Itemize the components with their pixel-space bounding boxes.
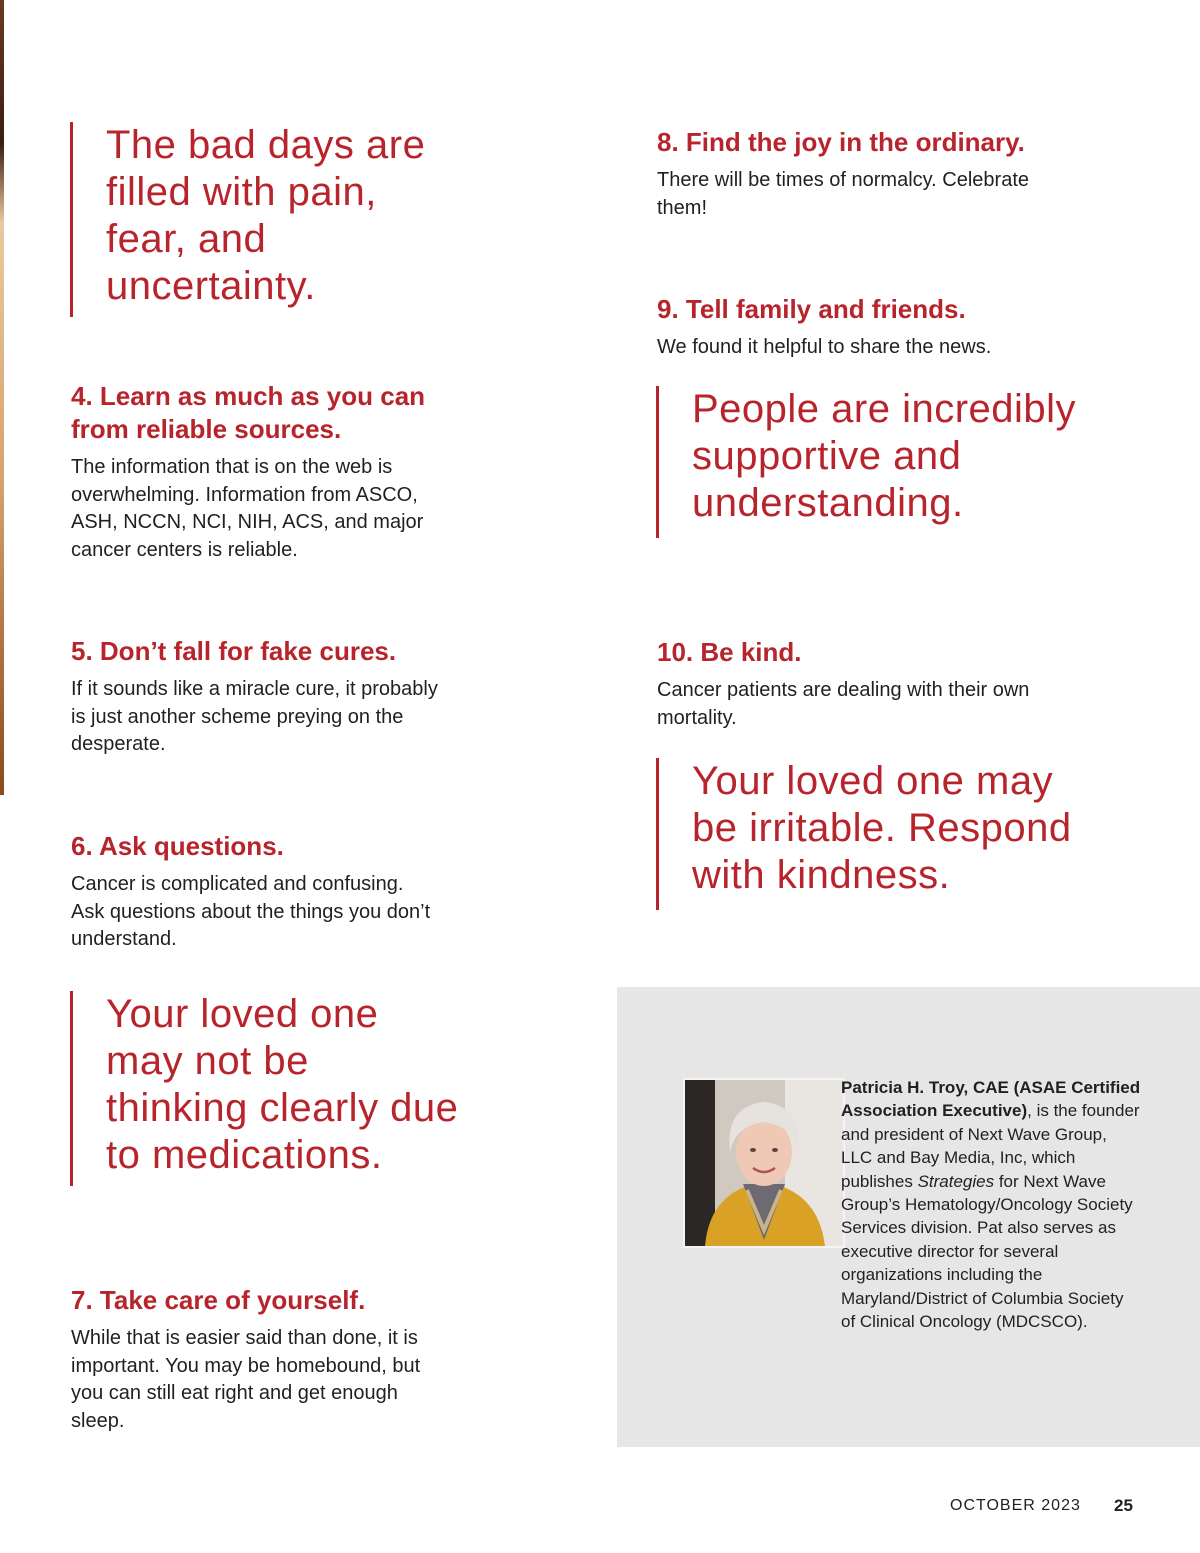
tip-10-title: 10. Be kind. bbox=[657, 637, 802, 667]
tip-7-body: While that is easier said than done, it is important. You may be homebound, but you can still eat right and get enough sleep. bbox=[71, 1327, 421, 1432]
author-bio-part-2: for Next Wave Group’s Hematology/Oncology Society Services division. Pat also serves as executive director for several organizations including the Maryland/District of Columbia Society of Clinical Oncology (MDCSCO). bbox=[841, 1171, 1133, 1332]
tip-5-body: If it sounds like a miracle cure, it probably is just another scheme preying on the desperate. bbox=[71, 678, 438, 755]
pull-quote-irritable: Your loved one may be irritable. Respond with kindness. bbox=[656, 758, 1072, 910]
tip-9 bbox=[657, 293, 1177, 362]
author-photo bbox=[683, 1078, 845, 1248]
author-name: Patricia H. Troy, CAE (ASAE Certified Association Executive) bbox=[841, 1078, 1141, 1121]
tip-6 bbox=[71, 830, 571, 954]
tip-9-body: We found it helpful to share the news. bbox=[657, 336, 992, 358]
pull-quote-supportive: People are incredibly supportive and understanding. bbox=[656, 386, 1076, 538]
publication-title: Strategies bbox=[917, 1171, 995, 1191]
tip-8 bbox=[657, 126, 1177, 222]
pull-quote-bad-days: The bad days are filled with pain, fear, and uncertainty. bbox=[70, 122, 425, 317]
author-portrait-image bbox=[685, 1080, 843, 1246]
tip-7-title: 7. Take care of yourself. bbox=[71, 1285, 366, 1315]
tip-6-body: Cancer is complicated and confusing. Ask questions about the things you don’t understand. bbox=[71, 873, 431, 950]
tip-10 bbox=[657, 636, 1177, 732]
tip-8-title: 8. Find the joy in the ordinary. bbox=[657, 127, 1025, 157]
author-bio-part-1: , is the founder and president of Next Wave Group, LLC and Bay Media, Inc, which publishes bbox=[841, 1101, 1140, 1191]
tip-9-title: 9. Tell family and friends. bbox=[657, 294, 966, 324]
tip-4-title: 4. Learn as much as you can from reliable sources. bbox=[71, 381, 426, 444]
tip-8-body: There will be times of normalcy. Celebrate them! bbox=[657, 169, 1029, 219]
tip-4-body: The information that is on the web is overwhelming. Information from ASCO, ASH, NCCN, NCI, NIH, ACS, and major cancer centers is reliable. bbox=[71, 456, 424, 561]
tip-5-title: 5. Don’t fall for fake cures. bbox=[71, 636, 397, 666]
page-edge-image-strip bbox=[0, 0, 4, 795]
pull-quote-medications: Your loved one may not be thinking clearly due to medications. bbox=[70, 991, 458, 1186]
tip-6-title: 6. Ask questions. bbox=[71, 831, 284, 861]
issue-date: OCTOBER 2023 bbox=[950, 1497, 1081, 1514]
page-number: 25 bbox=[1114, 1496, 1133, 1515]
author-bio-text bbox=[841, 1076, 1141, 1333]
tip-4 bbox=[71, 380, 571, 564]
tip-7 bbox=[71, 1284, 571, 1435]
tip-5 bbox=[71, 635, 571, 759]
tip-10-body: Cancer patients are dealing with their own mortality. bbox=[657, 679, 1030, 729]
